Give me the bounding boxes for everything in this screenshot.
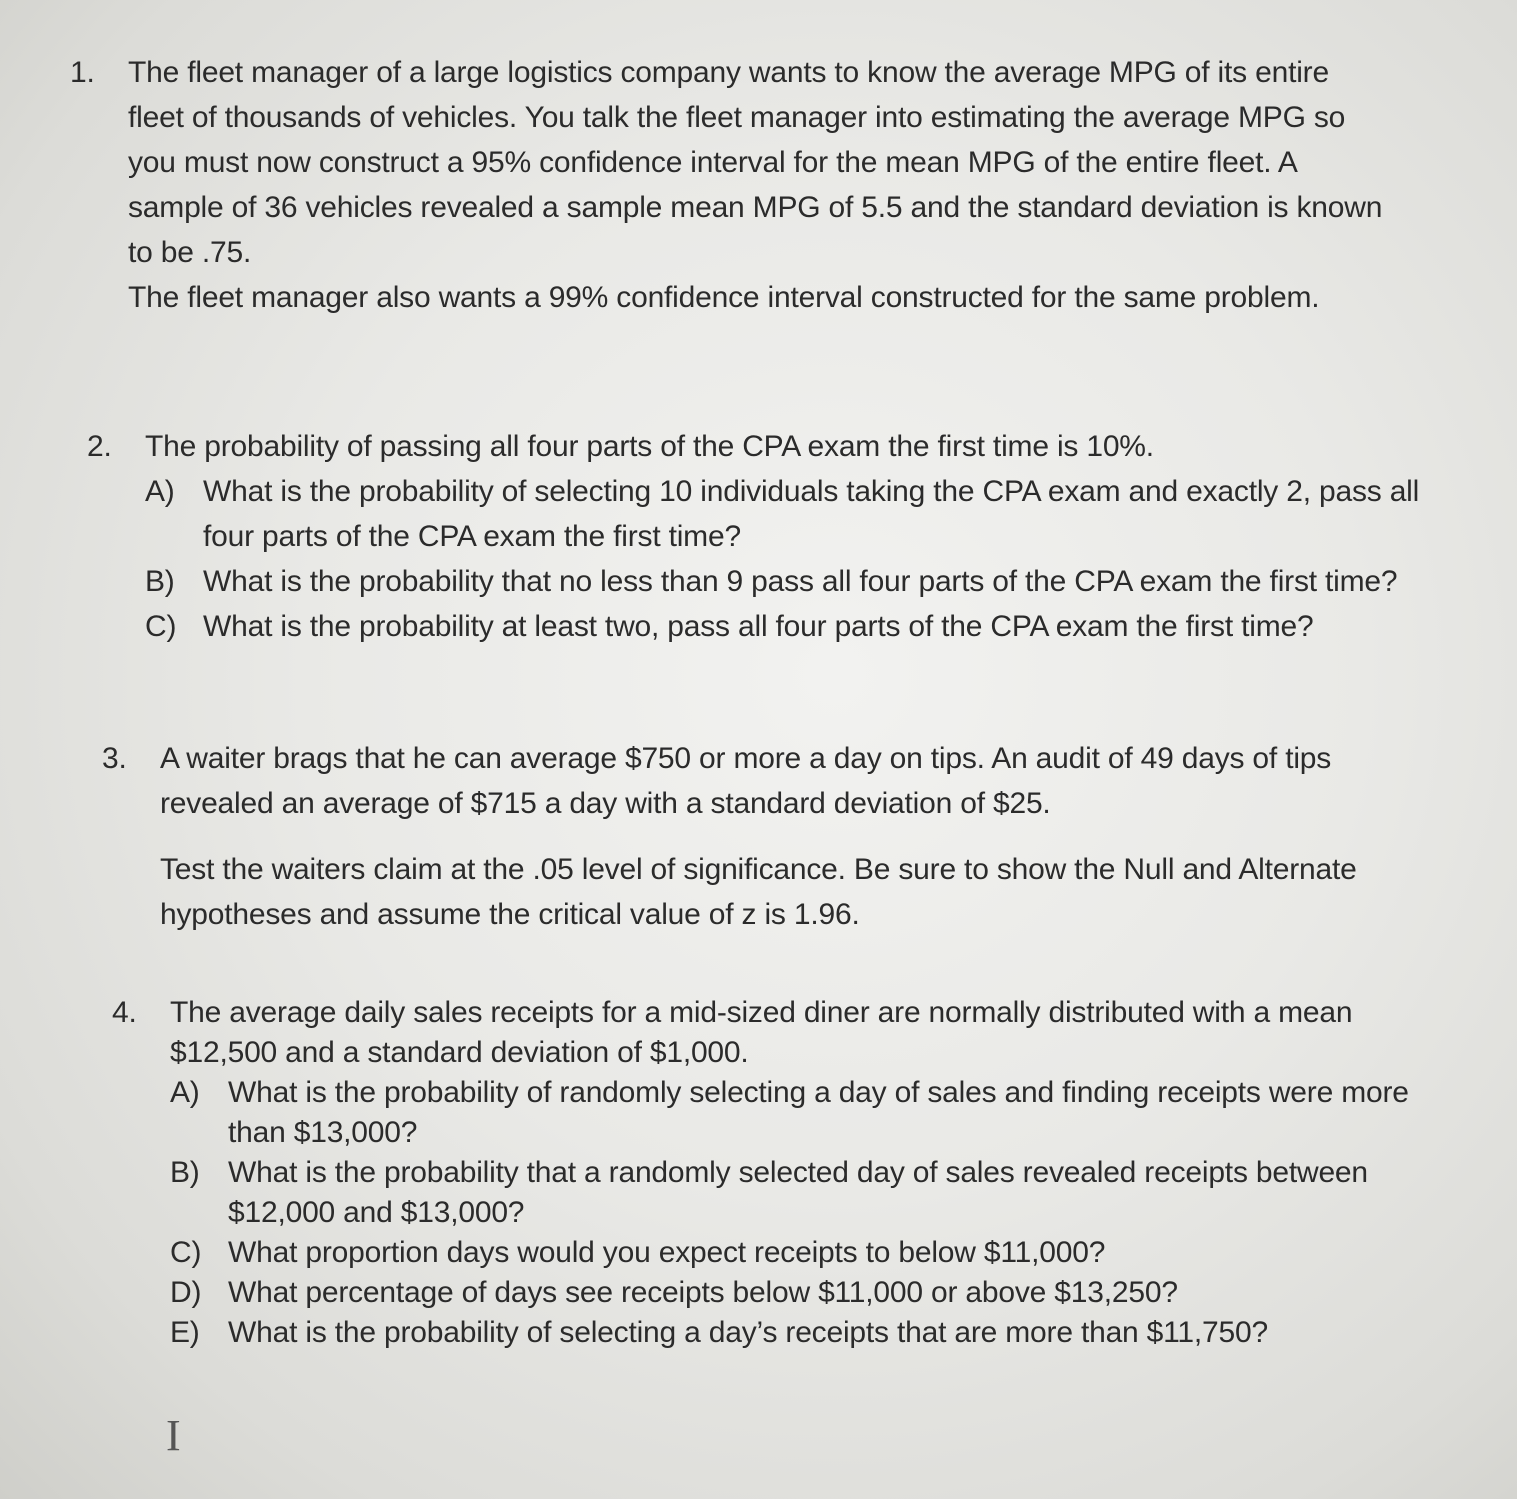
sub-question-text-line: than $13,000?: [228, 1116, 418, 1149]
question-text-line: revealed an average of $715 a day with a standard deviation of $25.: [160, 787, 1051, 820]
question-4: [112, 993, 1409, 1353]
question-text-line: Test the waiters claim at the .05 level of significance. Be sure to show the Null and Alternate: [160, 853, 1357, 886]
question-3: [102, 736, 1357, 937]
question-text-line: you must now construct a 95% confidence interval for the mean MPG of the entire fleet. A: [128, 146, 1298, 179]
sub-question-letter: B): [145, 565, 175, 598]
sub-question-d: [170, 1273, 1409, 1313]
question-text-line: $12,500 and a standard deviation of $1,000.: [170, 1036, 749, 1069]
question-text-line: to be .75.: [128, 236, 252, 269]
sub-question-e: [170, 1313, 1409, 1353]
sub-question-text-line: What is the probability of selecting 10 individuals taking the CPA exam and exactly 2, pass all: [203, 475, 1420, 508]
sub-question-letter: C): [145, 610, 177, 643]
sub-question-text-line: What is the probability at least two, pass all four parts of the CPA exam the first time?: [203, 610, 1314, 643]
sub-question-c: [145, 604, 1419, 649]
question-text-line: hypotheses and assume the critical value of z is 1.96.: [160, 898, 860, 931]
sub-question-b: [145, 559, 1419, 604]
sub-question-letter: E): [170, 1316, 200, 1349]
question-text-line: The fleet manager also wants a 99% confidence interval constructed for the same problem.: [128, 281, 1320, 314]
sub-question-letter: D): [170, 1276, 202, 1309]
sub-question-text-line: What is the probability of selecting a day’s receipts that are more than $11,750?: [228, 1316, 1268, 1349]
text-cursor-icon: I: [166, 1411, 181, 1460]
question-number: 3.: [102, 742, 127, 775]
sub-question-text-line: What is the probability that no less than 9 pass all four parts of the CPA exam the first time?: [203, 565, 1398, 598]
sub-question-text-line: four parts of the CPA exam the first time?: [203, 520, 741, 553]
question-text-line: The probability of passing all four parts of the CPA exam the first time is 10%.: [145, 430, 1154, 463]
sub-question-a: [145, 469, 1419, 559]
sub-question-c: [170, 1233, 1409, 1273]
sub-question-letter: A): [170, 1076, 200, 1109]
sub-question-letter: B): [170, 1156, 200, 1189]
question-text-line: A waiter brags that he can average $750 or more a day on tips. An audit of 49 days of tips: [160, 742, 1332, 775]
question-text-line: fleet of thousands of vehicles. You talk the fleet manager into estimating the average MPG so: [128, 101, 1346, 134]
sub-question-text-line: What proportion days would you expect receipts to below $11,000?: [228, 1236, 1106, 1269]
sub-question-text-line: What is the probability of randomly selecting a day of sales and finding receipts were more: [228, 1076, 1409, 1109]
question-1: [70, 50, 1383, 320]
question-text-line: sample of 36 vehicles revealed a sample mean MPG of 5.5 and the standard deviation is known: [128, 191, 1383, 224]
question-text-line: The average daily sales receipts for a mid-sized diner are normally distributed with a mean: [170, 996, 1353, 1029]
sub-question-letter: A): [145, 475, 175, 508]
question-number: 2.: [87, 430, 112, 463]
question-number: 1.: [70, 56, 95, 89]
sub-question-text-line: What percentage of days see receipts below $11,000 or above $13,250?: [228, 1276, 1178, 1309]
sub-question-b: [170, 1153, 1409, 1233]
question-2: [87, 424, 1420, 649]
sub-question-letter: C): [170, 1236, 202, 1269]
sub-question-a: [170, 1073, 1409, 1153]
sub-question-text-line: What is the probability that a randomly selected day of sales revealed receipts between: [228, 1156, 1368, 1189]
sub-question-text-line: $12,000 and $13,000?: [228, 1196, 525, 1229]
question-text-line: The fleet manager of a large logistics company wants to know the average MPG of its entire: [128, 56, 1329, 89]
question-number: 4.: [112, 996, 137, 1029]
